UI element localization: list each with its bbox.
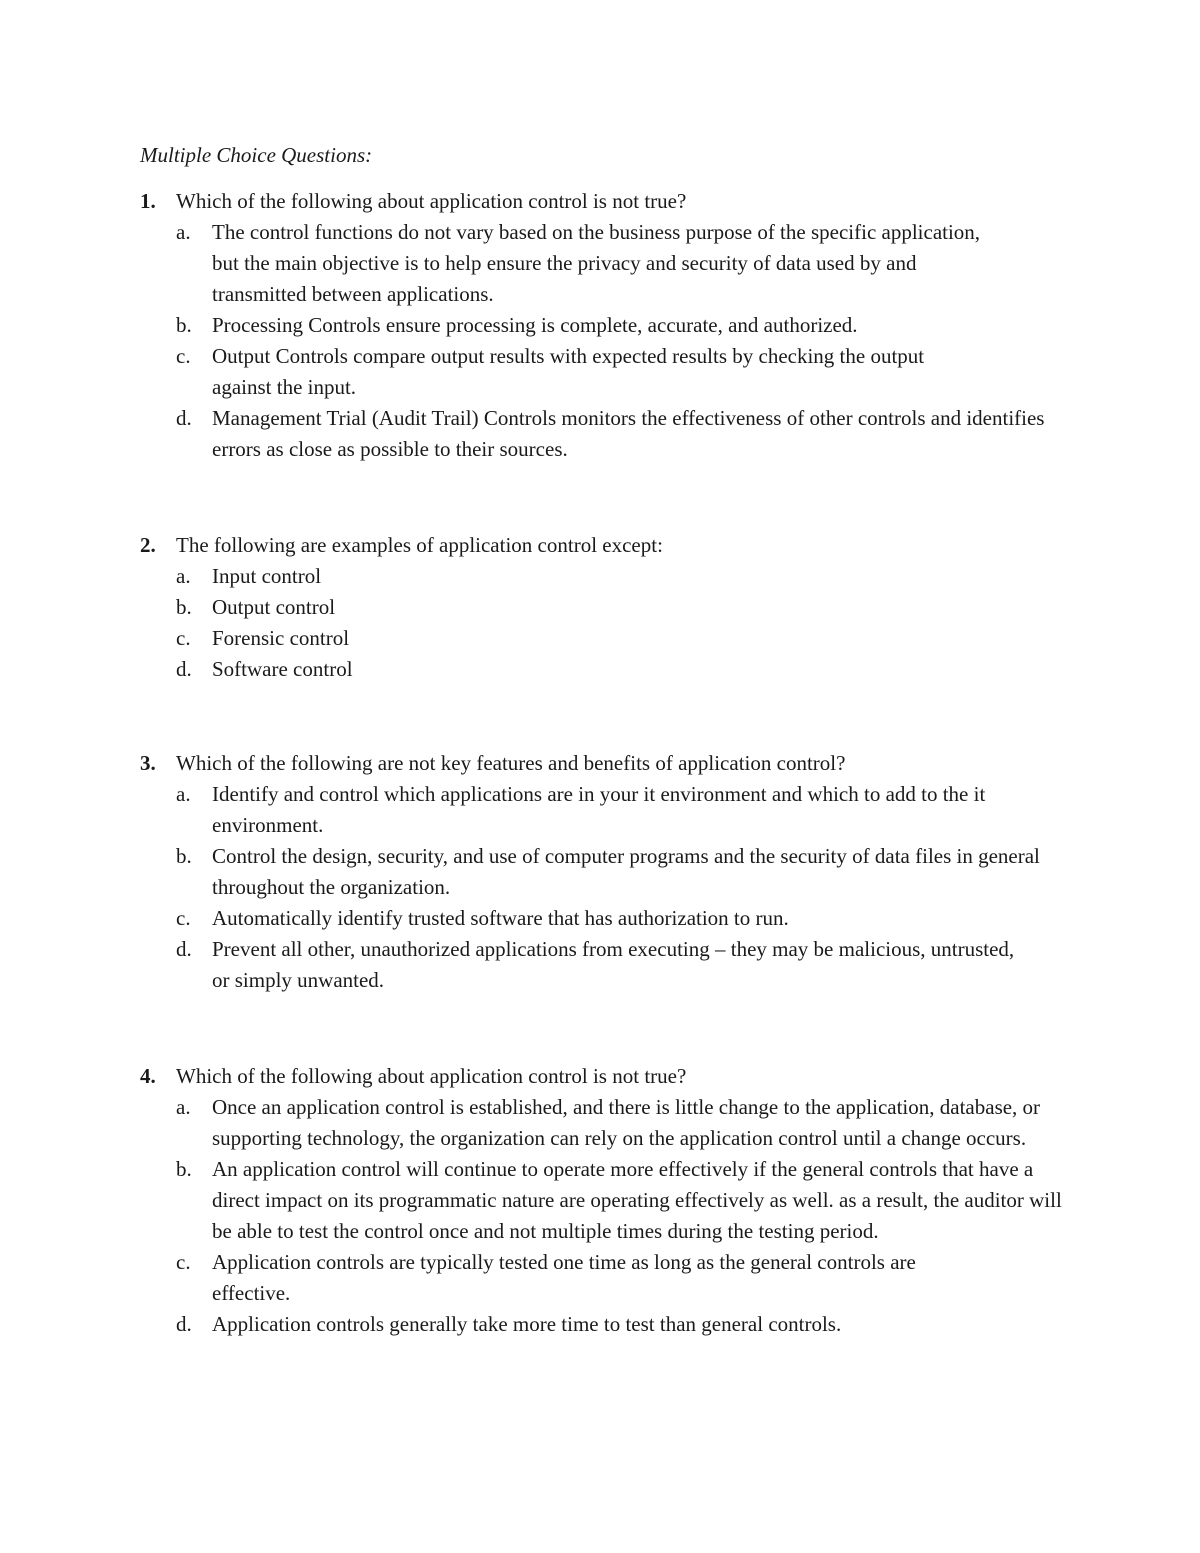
question-number: 4. <box>140 1064 156 1088</box>
option-text: Processing Controls ensure processing is complete, accurate, and authorized. <box>212 313 858 337</box>
option-a <box>140 1092 1070 1154</box>
option-text: Prevent all other, unauthorized applications from executing – they may be malicious, untrusted, or simply unwanted. <box>212 937 1015 992</box>
option-b <box>140 841 1070 903</box>
option-letter: a. <box>176 1095 191 1119</box>
option-b <box>140 1154 1070 1247</box>
option-b <box>140 310 1070 341</box>
option-d <box>140 654 1070 685</box>
option-letter: b. <box>176 844 192 868</box>
option-d <box>140 1309 1070 1340</box>
option-text: Forensic control <box>212 626 350 650</box>
option-a <box>140 561 1070 592</box>
question-text: The following are examples of application control except: <box>176 533 663 557</box>
question-4 <box>140 1061 1070 1340</box>
question-stem <box>140 186 1070 217</box>
question-stem <box>140 748 1070 779</box>
option-a <box>140 217 1070 310</box>
option-b <box>140 592 1070 623</box>
option-d <box>140 934 1070 996</box>
option-text: Output control <box>212 595 336 619</box>
question-number: 3. <box>140 751 156 775</box>
option-text: An application control will continue to operate more effectively if the general controls that have a direct impact on its programmatic nature are operating effectively as well. as a result, the auditor will be able to test the control once and not multiple times during the testing period. <box>212 1157 1062 1243</box>
option-text: Management Trial (Audit Trail) Controls monitors the effectiveness of other controls and identifies errors as close as possible to their sources. <box>212 406 1045 461</box>
option-letter: a. <box>176 782 191 806</box>
option-c <box>140 1247 1070 1309</box>
option-text: Once an application control is established, and there is little change to the application, database, or supporting technology, the organization can rely on the application control until a change occurs. <box>212 1095 1041 1150</box>
option-text: Automatically identify trusted software that has authorization to run. <box>212 906 789 930</box>
option-text: Software control <box>212 657 353 681</box>
page-heading: Multiple Choice Questions: <box>140 143 373 167</box>
option-letter: c. <box>176 1250 191 1274</box>
question-text: Which of the following are not key features and benefits of application control? <box>176 751 846 775</box>
question-number: 1. <box>140 189 156 213</box>
option-d <box>140 403 1070 465</box>
option-c <box>140 341 1070 403</box>
option-text: Control the design, security, and use of computer programs and the security of data files in general throughout the organization. <box>212 844 1040 899</box>
option-letter: c. <box>176 626 191 650</box>
option-list <box>140 217 1070 465</box>
option-text: The control functions do not vary based on the business purpose of the specific application, but the main objective is to help ensure the privacy and security of data used by and transmitted between applications. <box>212 220 981 306</box>
option-letter: a. <box>176 220 191 244</box>
option-letter: b. <box>176 1157 192 1181</box>
option-text: Identify and control which applications are in your it environment and which to add to the it environment. <box>212 782 986 837</box>
option-a <box>140 779 1070 841</box>
option-list <box>140 779 1070 996</box>
option-letter: d. <box>176 406 192 430</box>
option-letter: c. <box>176 906 191 930</box>
option-letter: b. <box>176 313 192 337</box>
question-text: Which of the following about application control is not true? <box>176 189 687 213</box>
option-letter: d. <box>176 657 192 681</box>
option-c <box>140 623 1070 654</box>
question-stem <box>140 530 1070 561</box>
option-letter: d. <box>176 937 192 961</box>
option-text: Input control <box>212 564 322 588</box>
option-text: Application controls generally take more time to test than general controls. <box>212 1312 842 1336</box>
option-text: Output Controls compare output results with expected results by checking the output against the input. <box>212 344 925 399</box>
option-letter: b. <box>176 595 192 619</box>
option-text: Application controls are typically tested one time as long as the general controls are effective. <box>212 1250 916 1305</box>
option-letter: a. <box>176 564 191 588</box>
question-1 <box>140 186 1070 465</box>
option-list <box>140 561 1070 685</box>
question-3 <box>140 748 1070 996</box>
option-letter: d. <box>176 1312 192 1336</box>
option-letter: c. <box>176 344 191 368</box>
question-number: 2. <box>140 533 156 557</box>
question-stem <box>140 1061 1070 1092</box>
option-list <box>140 1092 1070 1340</box>
question-2 <box>140 530 1070 685</box>
question-text: Which of the following about application control is not true? <box>176 1064 687 1088</box>
option-c <box>140 903 1070 934</box>
